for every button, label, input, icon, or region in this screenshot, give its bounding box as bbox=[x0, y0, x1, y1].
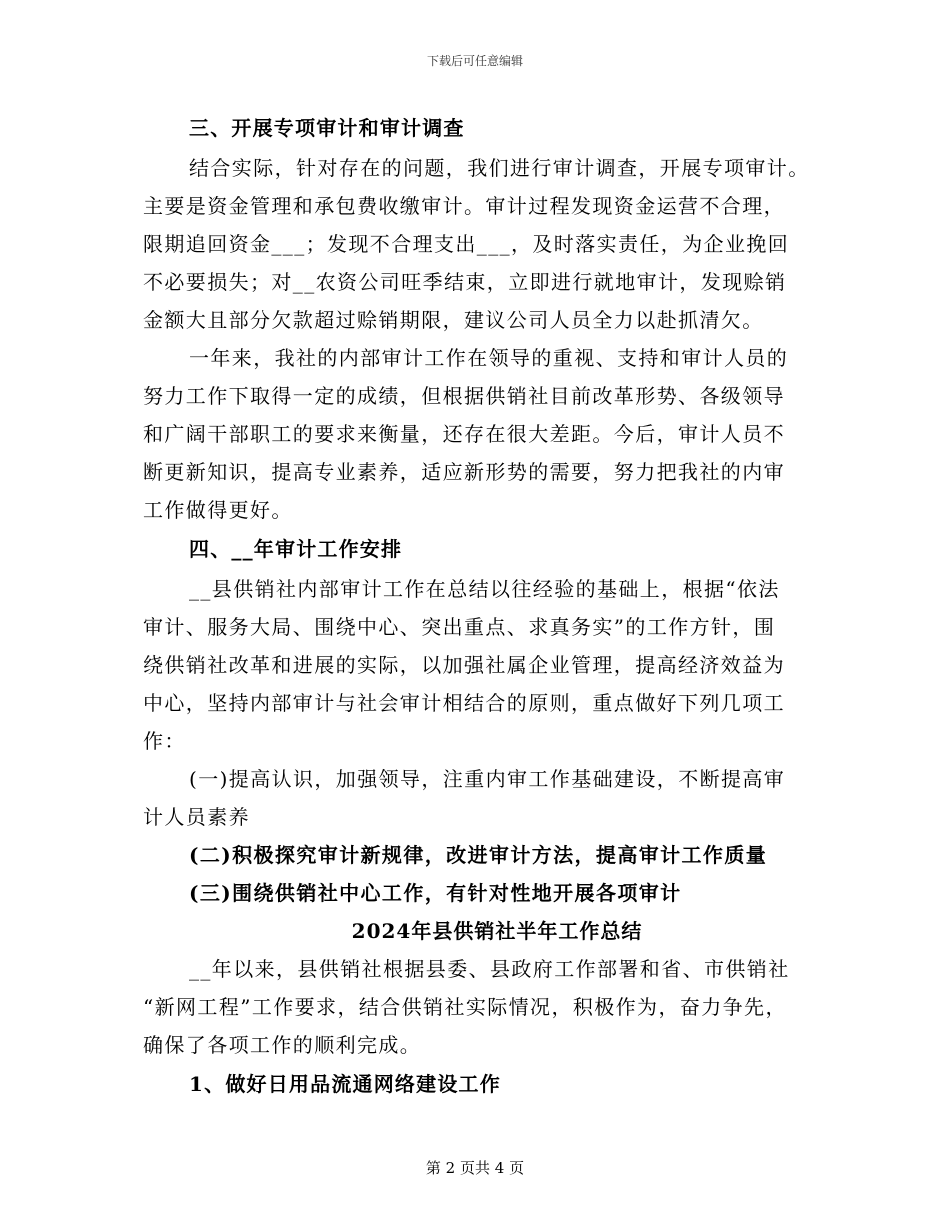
paragraph-line: 审计、服务大局、围绕中心、突出重点、求真务实”的工作方针，围 bbox=[143, 615, 776, 639]
section-3-heading: 三、开展专项审计和审计调查 bbox=[189, 116, 465, 140]
paragraph-line: 主要是资金管理和承包费收缴审计。审计过程发现资金运营不合理， bbox=[143, 194, 785, 218]
paragraph-line: 一年来，我社的内部审计工作在领导的重视、支持和审计人员的 bbox=[189, 346, 789, 370]
subsection-1-heading: 1、做好日用品流通网络建设工作 bbox=[189, 1072, 501, 1096]
document-title: 2024年县供销社半年工作总结 bbox=[351, 919, 643, 943]
list-item-2: (二)积极探究审计新规律，改进审计方法，提高审计工作质量 bbox=[189, 843, 768, 867]
paragraph-line: __年以来，县供销社根据县委、县政府工作部署和省、市供销社 bbox=[189, 957, 790, 981]
paragraph-line: 和广阔干部职工的要求来衡量，还存在很大差距。今后，审计人员不 bbox=[143, 422, 785, 446]
document-body bbox=[143, 108, 811, 1105]
list-item-3: (三)围绕供销社中心工作，有针对性地开展各项审计 bbox=[189, 881, 682, 905]
page-header: 下载后可任意编辑 bbox=[426, 54, 523, 68]
paragraph-line: 努力工作下取得一定的成绩，但根据供销社目前改革形势、各级领导 bbox=[143, 384, 785, 408]
paragraph-line: “新网工程”工作要求，结合供销社实际情况，积极作为，奋力争先， bbox=[143, 995, 787, 1019]
paragraph-line: 限期追回资金___；发现不合理支出___，及时落实责任，为企业挽回 bbox=[143, 232, 790, 256]
paragraph-line: 绕供销社改革和进展的实际，以加强社属企业管理，提高经济效益为 bbox=[143, 653, 785, 677]
paragraph-line: 不必要损失；对__农资公司旺季结束，立即进行就地审计，发现赊销 bbox=[143, 270, 787, 294]
paragraph-line: 中心，坚持内部审计与社会审计相结合的原则，重点做好下列几项工 bbox=[143, 691, 785, 715]
paragraph-line: 结合实际，针对存在的问题，我们进行审计调查，开展专项审计。 bbox=[189, 156, 810, 180]
page-footer: 第 2 页共 4 页 bbox=[425, 1159, 525, 1177]
paragraph-line: 确保了各项工作的顺利完成。 bbox=[143, 1033, 422, 1057]
list-item-1: (一)提高认识，加强领导，注重内审工作基础建设，不断提高审 bbox=[189, 767, 786, 791]
paragraph-line: 金额大且部分欠款超过赊销期限，建议公司人员全力以赴抓清欠。 bbox=[143, 308, 764, 332]
paragraph-line: __县供销社内部审计工作在总结以往经验的基础上，根据“依法 bbox=[189, 577, 780, 601]
paragraph-line: 断更新知识，提高专业素养，适应新形势的需要，努力把我社的内审 bbox=[143, 460, 785, 484]
paragraph-line: 工作做得更好。 bbox=[143, 498, 293, 522]
list-item-1-continued: 计人员素养 bbox=[143, 805, 250, 829]
paragraph-line: 作： bbox=[143, 729, 186, 753]
section-4-heading: 四、__年审计工作安排 bbox=[189, 537, 403, 561]
